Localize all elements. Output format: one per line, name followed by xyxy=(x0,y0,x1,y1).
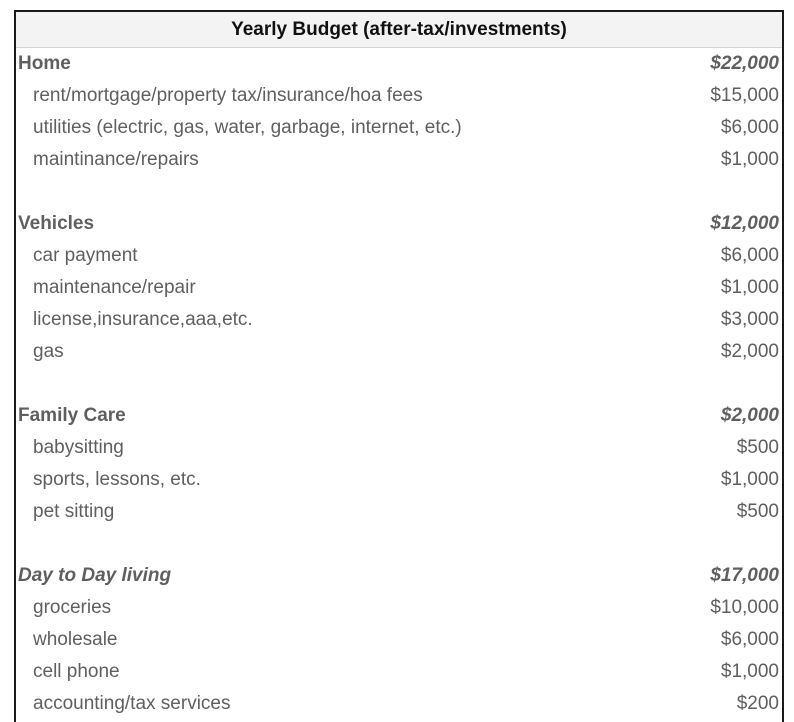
line-item-amount[interactable]: $1,000 xyxy=(720,149,779,170)
section-header-row[interactable] xyxy=(16,208,782,240)
line-item-amount[interactable]: $6,000 xyxy=(720,245,779,266)
line-item-label[interactable]: wholesale xyxy=(33,629,118,650)
line-item-amount[interactable]: $200 xyxy=(736,693,779,714)
line-item-amount[interactable]: $1,000 xyxy=(720,277,779,298)
line-item-label[interactable]: rent/mortgage/property tax/insurance/hoa fees xyxy=(33,85,423,106)
spacer-row[interactable] xyxy=(16,528,782,560)
line-item-amount[interactable]: $500 xyxy=(736,437,779,458)
line-item-amount[interactable]: $10,000 xyxy=(710,597,779,618)
line-item-label[interactable]: accounting/tax services xyxy=(33,693,231,714)
line-item-row[interactable] xyxy=(16,144,782,176)
section-header-row[interactable] xyxy=(16,48,782,80)
section-total[interactable]: $17,000 xyxy=(710,565,779,586)
section-name[interactable]: Day to Day living xyxy=(18,565,172,586)
line-item-amount[interactable]: $6,000 xyxy=(720,117,779,138)
line-item-label[interactable]: car payment xyxy=(33,245,138,266)
line-item-row[interactable] xyxy=(16,464,782,496)
section-name[interactable]: Home xyxy=(18,53,71,74)
line-item-amount[interactable]: $2,000 xyxy=(720,341,779,362)
line-item-amount[interactable]: $1,000 xyxy=(720,661,779,682)
line-item-label[interactable]: gas xyxy=(33,341,64,362)
line-item-amount[interactable]: $500 xyxy=(736,501,779,522)
line-item-row[interactable] xyxy=(16,272,782,304)
section-name[interactable]: Vehicles xyxy=(18,213,95,234)
line-item-row[interactable] xyxy=(16,624,782,656)
budget-rows xyxy=(16,48,782,720)
line-item-row[interactable] xyxy=(16,432,782,464)
line-item-label[interactable]: maintenance/repair xyxy=(33,277,196,298)
line-item-amount[interactable]: $3,000 xyxy=(720,309,779,330)
line-item-amount[interactable]: $15,000 xyxy=(710,85,779,106)
line-item-amount[interactable]: $6,000 xyxy=(720,629,779,650)
line-item-label[interactable]: maintinance/repairs xyxy=(33,149,199,170)
line-item-label[interactable]: babysitting xyxy=(33,437,124,458)
line-item-label[interactable]: pet sitting xyxy=(33,501,115,522)
section-header-row[interactable] xyxy=(16,400,782,432)
line-item-row[interactable] xyxy=(16,688,782,720)
section-header-row[interactable] xyxy=(16,560,782,592)
line-item-label[interactable]: groceries xyxy=(33,597,112,618)
line-item-label[interactable]: license,insurance,aaa,etc. xyxy=(33,309,253,330)
section-total[interactable]: $12,000 xyxy=(710,213,779,234)
section-total[interactable]: $22,000 xyxy=(710,53,779,74)
sheet-title[interactable]: Yearly Budget (after-tax/investments) xyxy=(16,12,782,48)
line-item-row[interactable] xyxy=(16,240,782,272)
line-item-amount[interactable]: $1,000 xyxy=(720,469,779,490)
line-item-row[interactable] xyxy=(16,336,782,368)
section-name[interactable]: Family Care xyxy=(18,405,126,426)
line-item-row[interactable] xyxy=(16,80,782,112)
spacer-row[interactable] xyxy=(16,368,782,400)
line-item-row[interactable] xyxy=(16,304,782,336)
line-item-label[interactable]: cell phone xyxy=(33,661,120,682)
line-item-row[interactable] xyxy=(16,656,782,688)
line-item-row[interactable] xyxy=(16,592,782,624)
line-item-row[interactable] xyxy=(16,112,782,144)
line-item-label[interactable]: sports, lessons, etc. xyxy=(33,469,201,490)
line-item-label[interactable]: utilities (electric, gas, water, garbage, internet, etc.) xyxy=(33,117,462,138)
line-item-row[interactable] xyxy=(16,496,782,528)
section-total[interactable]: $2,000 xyxy=(720,405,779,426)
spacer-row[interactable] xyxy=(16,176,782,208)
budget-sheet xyxy=(14,10,784,722)
